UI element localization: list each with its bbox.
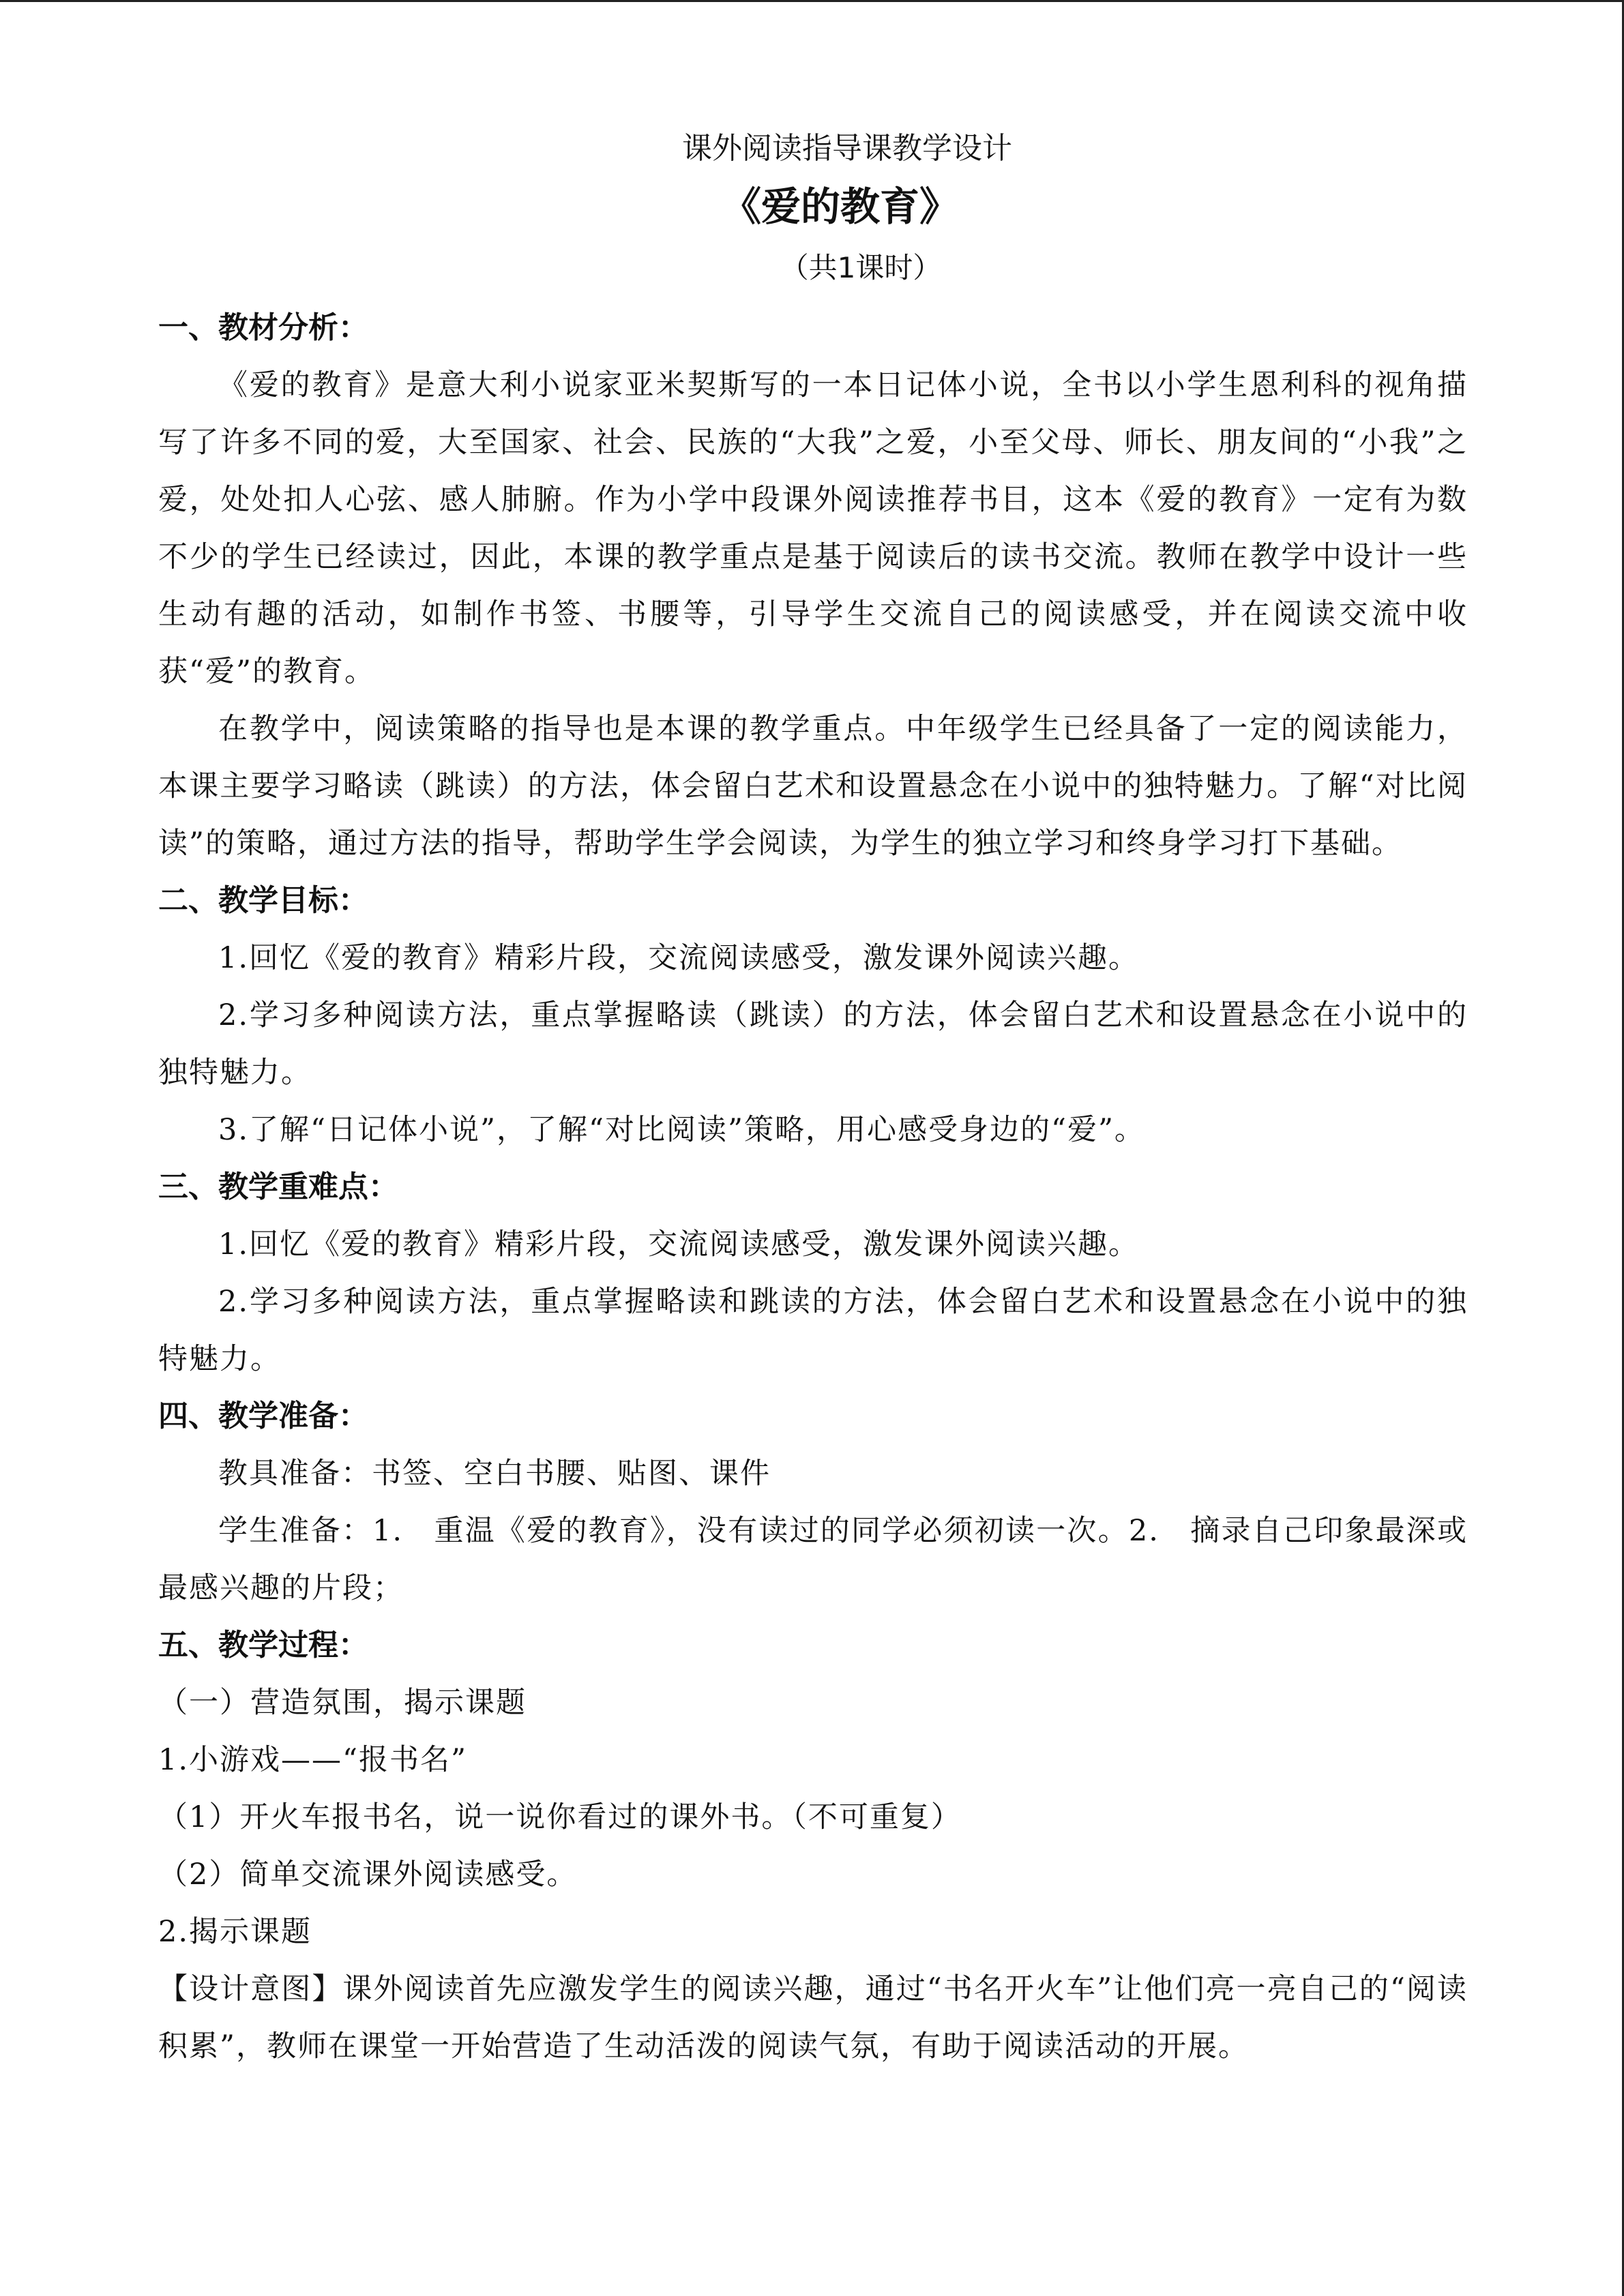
list-item: 1.回忆《爱的教育》精彩片段，交流阅读感受，激发课外阅读兴趣。 — [218, 1227, 1140, 1262]
document-content — [158, 125, 1468, 2075]
section-heading-materials: 一、教材分析： — [158, 310, 368, 345]
design-intent-paragraph: 【设计意图】课外阅读首先应激发学生的阅读兴趣，通过“书名开火车”让他们亮一亮自己的“阅读积累”，教师在课堂一开始营造了生动活泼的阅读气氛，有助于阅读活动的开展。 — [158, 1972, 1468, 2063]
document-title: 《爱的教育》 — [721, 183, 959, 230]
paragraph: 在教学中，阅读策略的指导也是本课的教学重点。中年级学生已经具备了一定的阅读能力，本课主要学习略读（跳读）的方法，体会留白艺术和设置悬念在小说中的独特魅力。了解“对比阅读”的策略，通过方法的指导，帮助学生学会阅读，为学生的独立学习和终身学习打下基础。 — [158, 712, 1468, 861]
section-heading-process: 五、教学过程： — [158, 1628, 368, 1663]
list-item: （一）营造氛围，揭示课题 — [158, 1686, 527, 1720]
list-item: （1）开火车报书名，说一说你看过的课外书。（不可重复） — [158, 1800, 962, 1834]
list-item: 2.学习多种阅读方法，重点掌握略读和跳读的方法，体会留白艺术和设置悬念在小说中的独特魅力。 — [158, 1285, 1468, 1376]
list-item: 学生准备：1. 重温《爱的教育》，没有读过的同学必须初读一次。2. 摘录自己印象最深或最感兴趣的片段； — [158, 1514, 1468, 1605]
list-item: 1.小游戏——“报书名” — [158, 1743, 467, 1777]
document-subtitle: 课外阅读指导课教学设计 — [682, 131, 1012, 166]
section-heading-objectives: 二、教学目标： — [158, 883, 368, 918]
section-heading-key-points: 三、教学重难点： — [158, 1169, 398, 1204]
list-item: 2.揭示课题 — [158, 1915, 312, 1949]
section-heading-preparation: 四、教学准备： — [158, 1399, 368, 1433]
list-item: 2.学习多种阅读方法，重点掌握略读（跳读）的方法，体会留白艺术和设置悬念在小说中的独特魅力。 — [158, 998, 1468, 1090]
list-item: （2）简单交流课外阅读感受。 — [158, 1858, 578, 1892]
paragraph: 《爱的教育》是意大利小说家亚米契斯写的一本日记体小说，全书以小学生恩利科的视角描写了许多不同的爱，大至国家、社会、民族的“大我”之爱，小至父母、师长、朋友间的“小我”之爱，处处扣人心弦、感人肺腑。作为小学中段课外阅读推荐书目，这本《爱的教育》一定有为数不少的学生已经读过，因此，本课的教学重点是基于阅读后的读书交流。教师在教学中设计一些生动有趣的活动，如制作书签、书腰等，引导学生交流自己的阅读感受，并在阅读交流中收获“爱”的教育。 — [158, 368, 1468, 689]
list-item: 1.回忆《爱的教育》精彩片段，交流阅读感受，激发课外阅读兴趣。 — [218, 941, 1140, 975]
list-item: 教具准备：书签、空白书腰、贴图、课件 — [218, 1457, 771, 1491]
lesson-periods: （共1课时） — [780, 251, 942, 284]
list-item: 3.了解“日记体小说”，了解“对比阅读”策略，用心感受身边的“爱”。 — [218, 1113, 1145, 1147]
